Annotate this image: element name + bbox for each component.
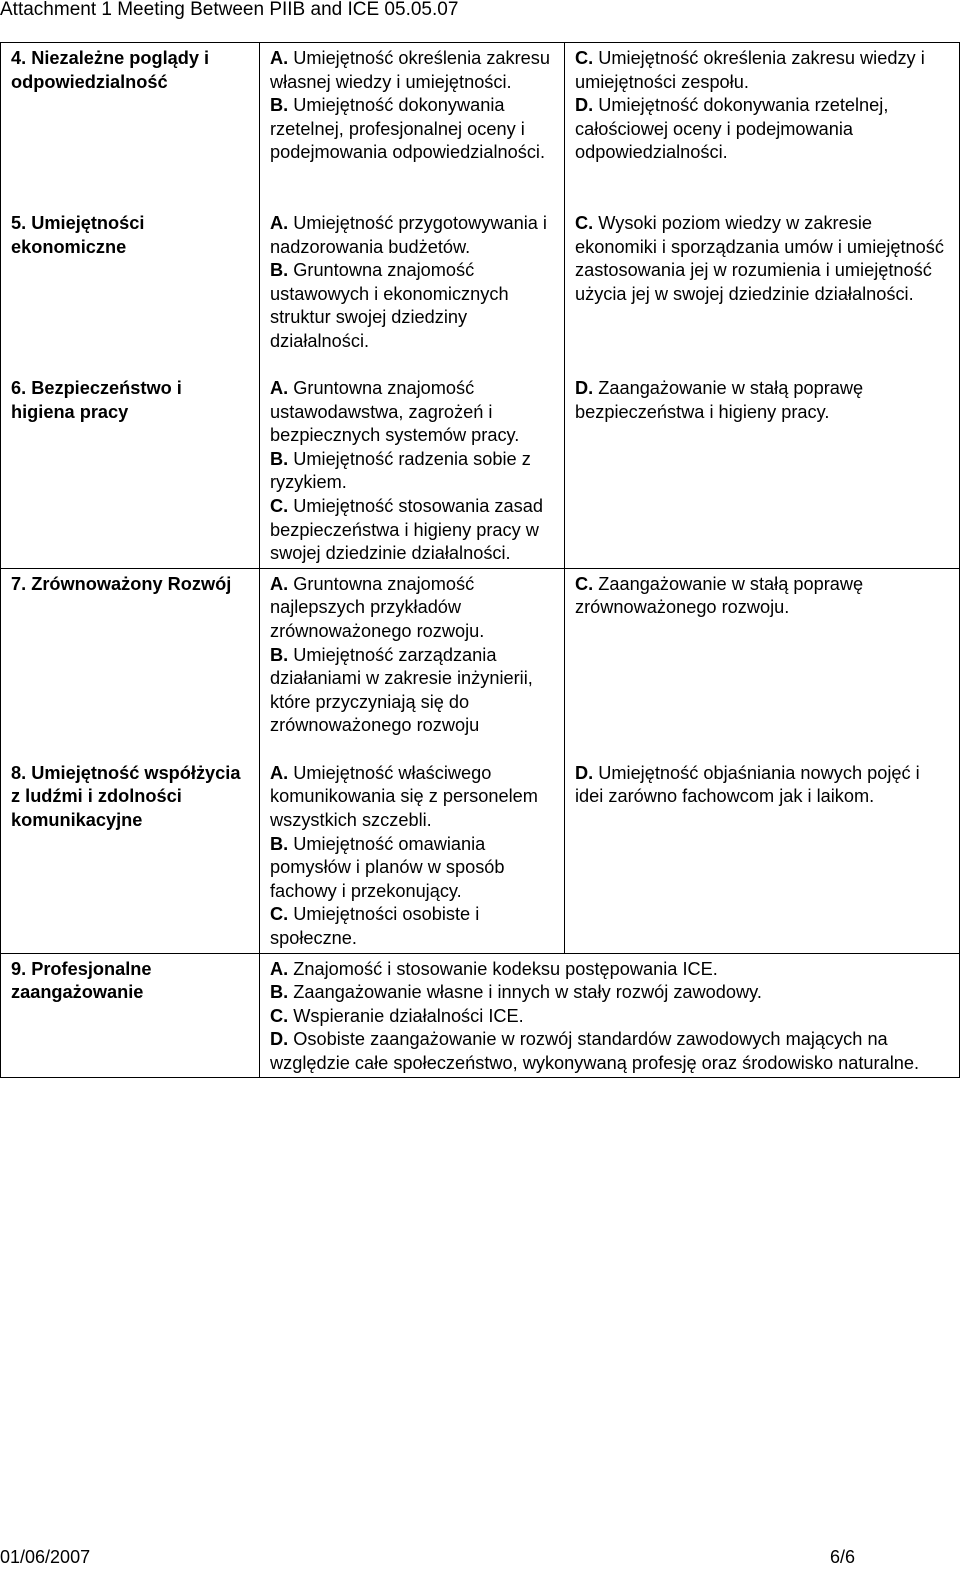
criterion-item	[270, 495, 554, 566]
item-letter: A.	[270, 573, 289, 594]
criterion-item	[575, 762, 949, 809]
item-letter: A.	[270, 762, 289, 783]
item-letter: D.	[575, 762, 594, 783]
topic-title: 7. Zrównoważony Rozwój	[11, 573, 232, 594]
item-text: Umiejętność stosowania zasad bezpieczeństwa i higieny pracy w swojej dziedzinie działalności.	[270, 495, 543, 564]
topic-group	[11, 573, 249, 762]
criterion-item	[270, 644, 554, 738]
item-letter: B.	[270, 95, 289, 116]
criterion-item	[270, 981, 949, 1005]
item-text: Znajomość i stosowanie kodeksu postępowania ICE.	[288, 958, 718, 979]
topics-cell	[1, 568, 260, 953]
item-text: Osobiste zaangażowanie w rozwój standardów zawodowych mających na względzie całe społeczeństwo, wykonywaną profesję oraz środowisko naturalne.	[270, 1029, 920, 1073]
item-text: Umiejętność dokonywania rzetelnej, całościowej oceny i podejmowania odpowiedzialności.	[575, 95, 889, 163]
criterion-item	[270, 47, 554, 94]
criterion-item	[270, 212, 554, 259]
item-letter: C.	[270, 1005, 289, 1026]
item-letter: C.	[575, 573, 594, 594]
item-letter: C.	[270, 904, 289, 925]
item-letter: B.	[270, 982, 289, 1003]
criterion-item	[270, 1028, 949, 1075]
item-text: Umiejętności osobiste i społeczne.	[270, 904, 480, 948]
criterion-item	[575, 212, 949, 306]
topics-cell	[1, 43, 260, 569]
item-letter: A.	[270, 213, 289, 233]
table-row	[1, 43, 960, 569]
criteria-group	[575, 377, 949, 424]
item-letter: C.	[575, 213, 594, 233]
item-text: Gruntowna znajomość ustawowych i ekonomicznych struktur swojej dziedziny działalności.	[270, 260, 509, 351]
item-text: Wysoki poziom wiedzy w zakresie ekonomiki i sporządzania umów i umiejętność zastosowania jej w rozumienia i umiejętność użycia jej w swojej dziedzinie działalności.	[575, 213, 944, 304]
table-row	[1, 568, 960, 953]
item-text: Zaangażowanie własne i innych w stały rozwój zawodowy.	[288, 982, 762, 1003]
item-text: Umiejętność dokonywania rzetelnej, profesjonalnej oceny i podejmowania odpowiedzialności.	[270, 95, 546, 163]
criteria-cell	[260, 568, 565, 953]
topics-cell	[1, 953, 260, 1078]
item-letter: C.	[575, 48, 594, 68]
criterion-item	[575, 573, 949, 620]
footer-date: 01/06/2007	[0, 1547, 91, 1567]
topic-group	[11, 377, 249, 424]
item-letter: D.	[575, 378, 594, 398]
criterion-item	[270, 762, 554, 833]
item-letter: D.	[270, 1029, 289, 1050]
item-text: Gruntowna znajomość najlepszych przykładów zrównoważonego rozwoju.	[270, 573, 485, 641]
item-text: Umiejętność radzenia sobie z ryzykiem.	[270, 448, 531, 493]
item-text: Zaangażowanie w stałą poprawę zrównoważonego rozwoju.	[575, 573, 864, 618]
criteria-group	[270, 212, 554, 377]
item-text: Umiejętność omawiania pomysłów i planów w sposób fachowy i przekonujący.	[270, 833, 505, 901]
criterion-item	[270, 573, 554, 644]
criteria-cell-merged	[260, 953, 960, 1078]
criteria-cell	[260, 43, 565, 569]
topic-group	[11, 212, 249, 377]
item-text: Zaangażowanie w stałą poprawę bezpieczeństwa i higieny pracy.	[575, 378, 864, 422]
criteria-group	[575, 762, 949, 809]
table-row	[1, 953, 960, 1078]
item-letter: D.	[575, 95, 594, 116]
item-letter: A.	[270, 958, 289, 979]
criteria-group	[270, 377, 554, 566]
criterion-item	[270, 377, 554, 448]
item-text: Umiejętność objaśniania nowych pojęć i idei zarówno fachowcom jak i laikom.	[575, 762, 920, 807]
item-text: Umiejętność określenia zakresu wiedzy i umiejętności zespołu.	[575, 48, 925, 92]
item-letter: B.	[270, 644, 289, 665]
criterion-item	[270, 958, 949, 982]
item-letter: C.	[270, 495, 289, 516]
topic-title: 9. Profesjonalne zaangażowanie	[11, 958, 152, 1003]
topic-title: 4. Niezależne poglądy i odpowiedzialność	[11, 48, 210, 92]
item-text: Umiejętność określenia zakresu własnej wiedzy i umiejętności.	[270, 48, 550, 92]
criterion-item	[575, 47, 949, 94]
criteria-group	[575, 573, 949, 762]
item-letter: B.	[270, 833, 289, 854]
criterion-item	[575, 377, 949, 424]
item-text: Umiejętność przygotowywania i nadzorowania budżetów.	[270, 213, 547, 257]
criterion-item	[270, 903, 554, 950]
criterion-item	[270, 259, 554, 353]
topic-title: 8. Umiejętność współżycia z ludźmi i zdolności komunikacyjne	[11, 762, 241, 830]
criterion-item	[270, 1005, 949, 1029]
topic-group	[11, 762, 249, 833]
page-header: Attachment 1 Meeting Between PIIB and ICE 05.05.07	[0, 0, 459, 20]
item-letter: A.	[270, 48, 289, 68]
item-text: Umiejętność zarządzania działaniami w zakresie inżynierii, które przyczyniają się do zrównoważonego rozwoju	[270, 644, 533, 736]
item-letter: A.	[270, 378, 289, 398]
competence-table	[0, 42, 960, 1078]
footer-page-number: 6/6	[830, 1547, 856, 1567]
criteria-cell	[565, 568, 960, 953]
item-text: Wspieranie działalności ICE.	[288, 1005, 524, 1026]
topic-title: 6. Bezpieczeństwo i higiena pracy	[11, 378, 182, 422]
criterion-item	[575, 94, 949, 165]
criteria-cell	[565, 43, 960, 569]
criterion-item	[270, 94, 554, 165]
criteria-group	[270, 573, 554, 762]
criterion-item	[270, 833, 554, 904]
criteria-group	[270, 47, 554, 212]
criteria-group	[270, 762, 554, 951]
item-text: Umiejętność właściwego komunikowania się z personelem wszystkich szczebli.	[270, 762, 538, 830]
criteria-group	[575, 47, 949, 212]
item-letter: B.	[270, 448, 289, 469]
criterion-item	[270, 448, 554, 495]
topic-title: 5. Umiejętności ekonomiczne	[11, 213, 145, 257]
item-text: Gruntowna znajomość ustawodawstwa, zagrożeń i bezpiecznych systemów pracy.	[270, 378, 520, 446]
topic-group	[11, 47, 249, 212]
criteria-group	[575, 212, 949, 377]
item-letter: B.	[270, 260, 289, 281]
